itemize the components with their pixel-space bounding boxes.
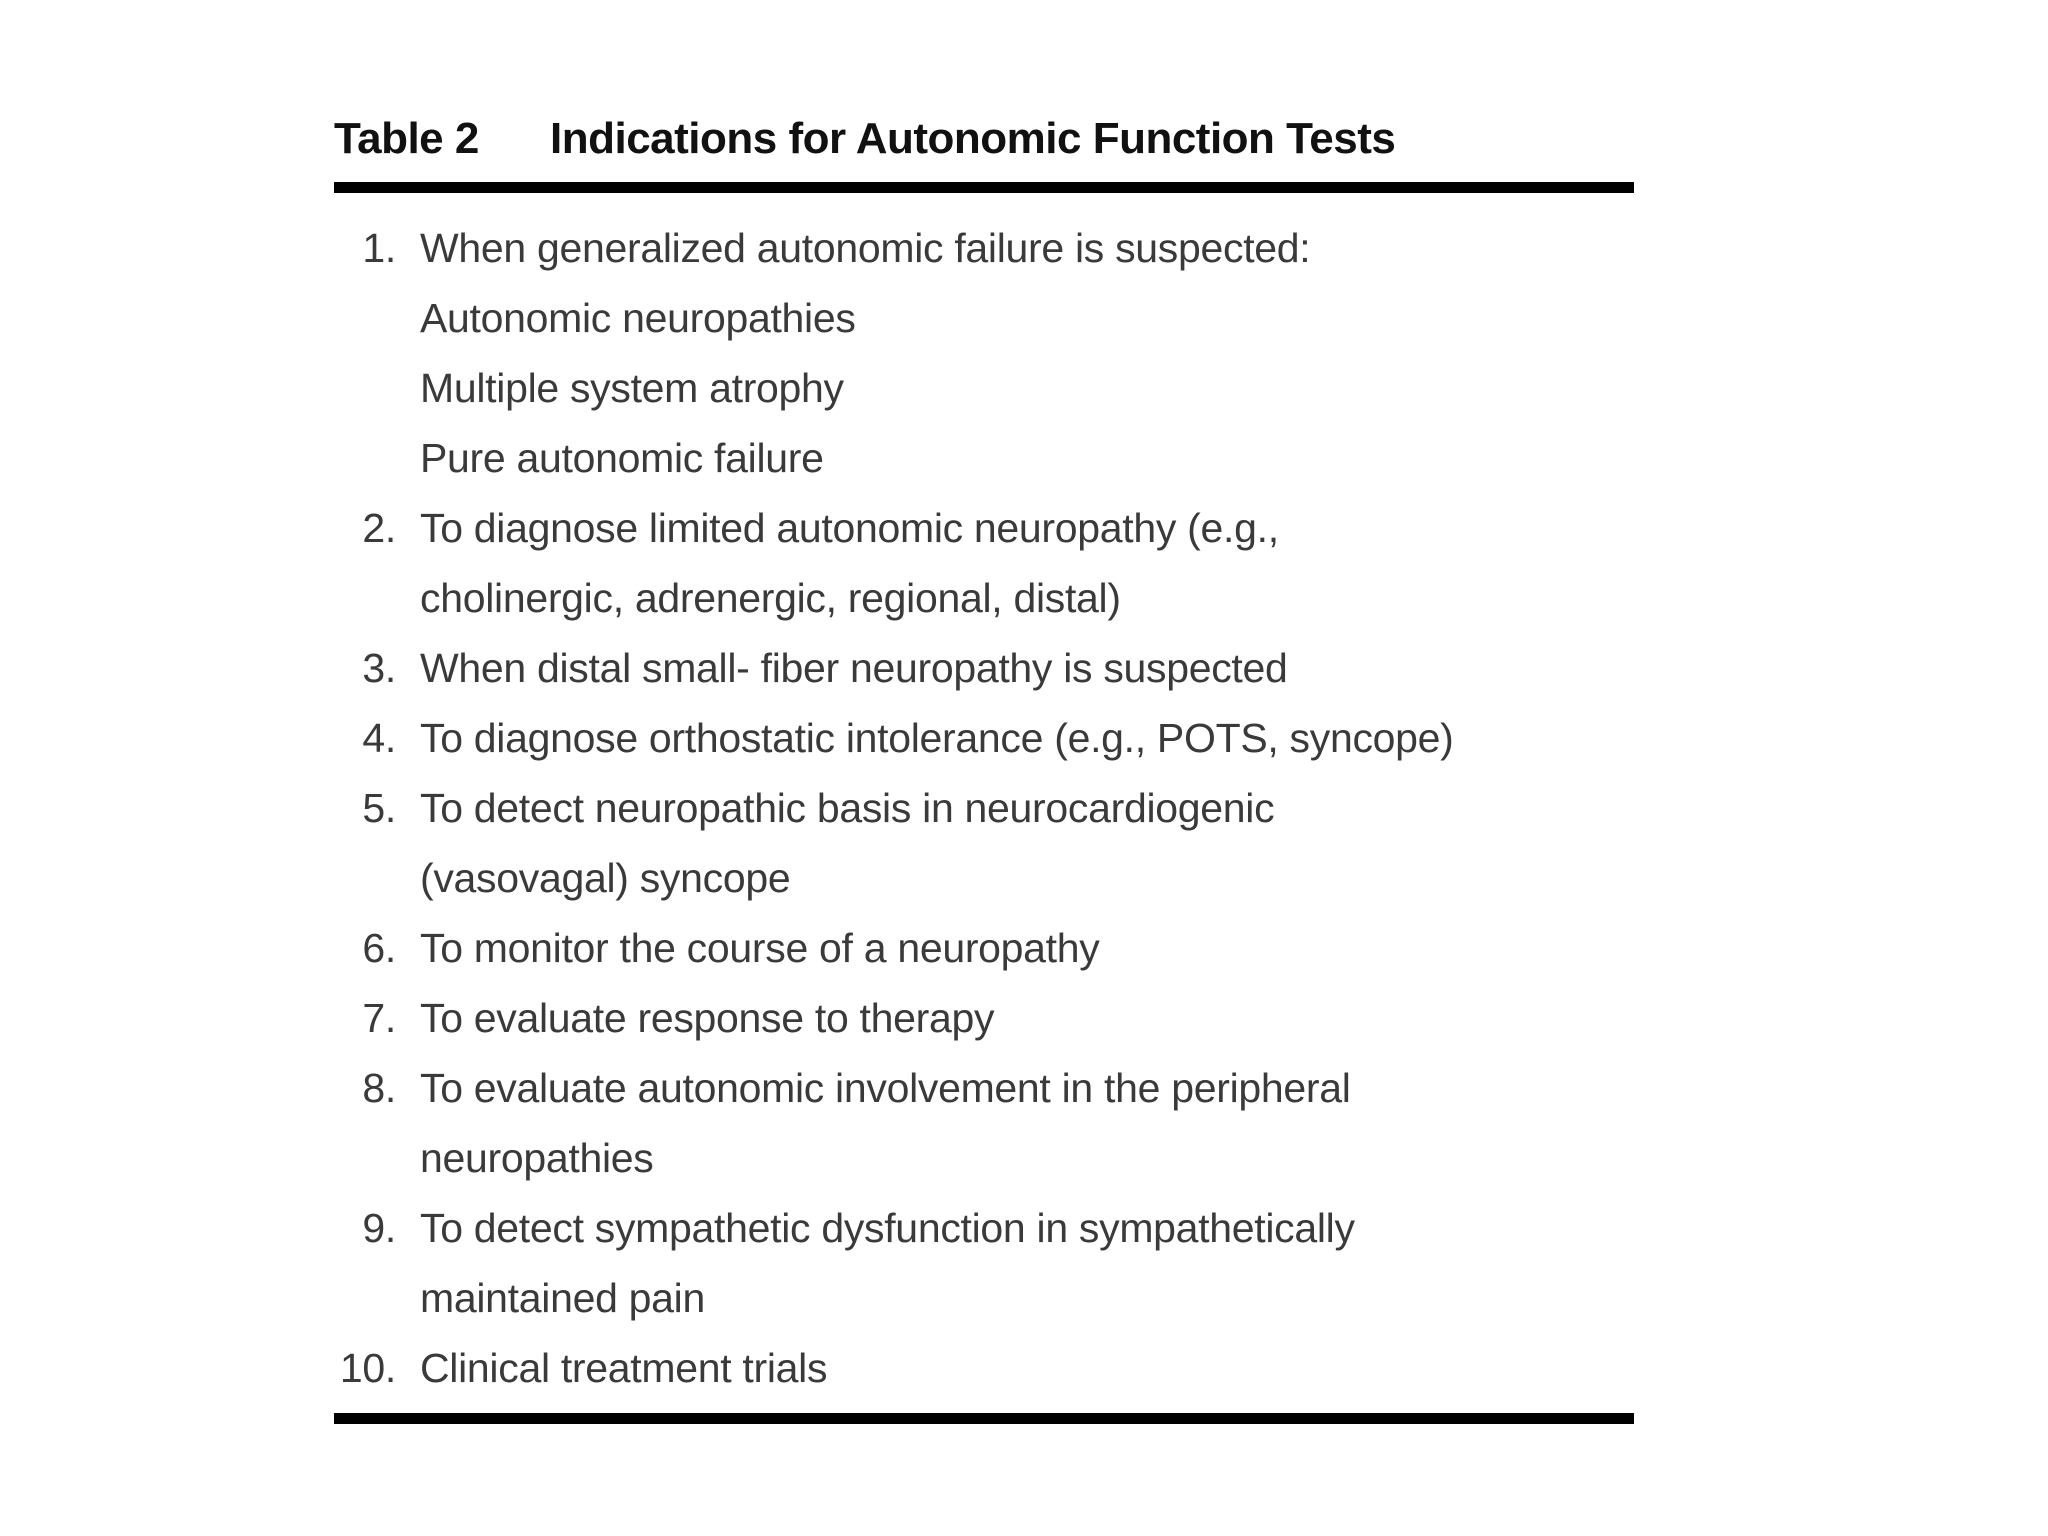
- item-text-line: Pure autonomic failure: [420, 435, 824, 481]
- item-text: [420, 983, 994, 1053]
- item-number: 6.: [362, 925, 396, 971]
- list-item: [334, 493, 1634, 633]
- item-number: 10.: [339, 1345, 396, 1391]
- list-item: [334, 213, 1634, 493]
- item-text-line: (vasovagal) syncope: [420, 855, 791, 901]
- item-text-line: To diagnose orthostatic intolerance (e.g., POTS, syncope): [420, 715, 1454, 761]
- item-text-line: To evaluate response to therapy: [420, 995, 995, 1041]
- list-item: [334, 913, 1634, 983]
- item-number: 4.: [362, 715, 396, 761]
- indications-table: [334, 108, 1634, 1424]
- item-text: [420, 1333, 827, 1403]
- item-text-line: When distal small- fiber neuropathy is suspected: [420, 645, 1288, 691]
- item-number: 7.: [362, 995, 396, 1041]
- item-number: 3.: [362, 645, 396, 691]
- top-rule: [334, 182, 1634, 193]
- item-text: [420, 633, 1288, 703]
- item-text-line: Autonomic neuropathies: [420, 295, 856, 341]
- item-text-line: cholinergic, adrenergic, regional, distal): [420, 575, 1121, 621]
- item-text-line: Clinical treatment trials: [420, 1345, 828, 1391]
- item-text: [420, 1193, 1355, 1333]
- item-text-line: neuropathies: [420, 1135, 654, 1181]
- item-text-line: To monitor the course of a neuropathy: [420, 925, 1100, 971]
- item-text: [420, 1053, 1351, 1193]
- item-number: 9.: [362, 1205, 396, 1251]
- item-number: 2.: [362, 505, 396, 551]
- indications-list: [334, 193, 1634, 1403]
- list-item: [334, 1193, 1634, 1333]
- item-text: [420, 773, 1274, 913]
- bottom-rule: [334, 1413, 1634, 1424]
- item-text-line: To detect neuropathic basis in neurocardiogenic: [420, 785, 1275, 831]
- item-text-line: When generalized autonomic failure is suspected:: [420, 225, 1311, 271]
- item-number: 5.: [362, 785, 396, 831]
- item-text-line: Multiple system atrophy: [420, 365, 844, 411]
- item-text: [420, 493, 1279, 633]
- list-item: [334, 633, 1634, 703]
- table-title: Indications for Autonomic Function Tests: [550, 114, 1396, 163]
- table-number: Table 2: [334, 114, 479, 163]
- item-text-line: To diagnose limited autonomic neuropathy (e.g.,: [420, 505, 1279, 551]
- item-number: 8.: [362, 1065, 396, 1111]
- table-caption: [334, 108, 1634, 170]
- item-text-line: To detect sympathetic dysfunction in sympathetically: [420, 1205, 1355, 1251]
- list-item: [334, 773, 1634, 913]
- item-text-line: To evaluate autonomic involvement in the peripheral: [420, 1065, 1351, 1111]
- list-item: [334, 1333, 1634, 1403]
- item-number: 1.: [362, 225, 396, 271]
- item-text: [420, 703, 1454, 773]
- item-text-line: maintained pain: [420, 1275, 705, 1321]
- item-text: [420, 213, 1310, 493]
- item-text: [420, 913, 1099, 983]
- list-item: [334, 703, 1634, 773]
- list-item: [334, 983, 1634, 1053]
- list-item: [334, 1053, 1634, 1193]
